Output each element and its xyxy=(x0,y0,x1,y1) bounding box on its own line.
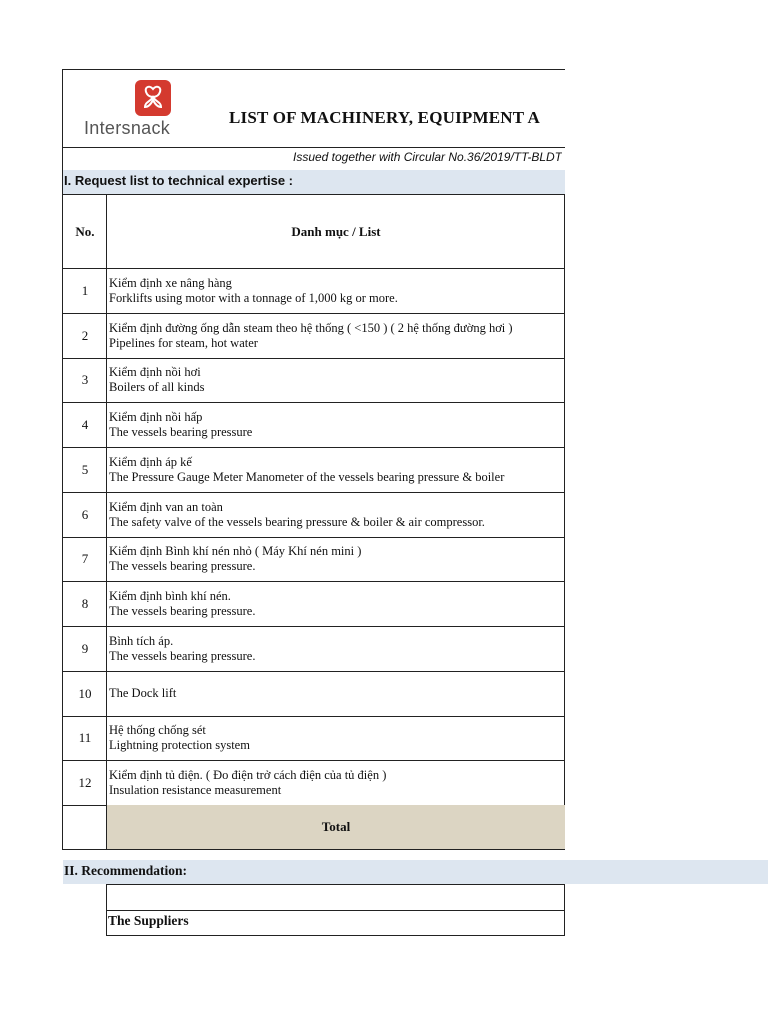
item-english: The vessels bearing pressure. xyxy=(109,559,256,573)
table-row xyxy=(109,626,565,671)
total-cell: Total xyxy=(107,805,565,849)
table-row xyxy=(109,581,565,626)
row-number: 1 xyxy=(81,282,89,298)
table-row xyxy=(109,313,565,358)
row-number: 4 xyxy=(81,416,89,432)
item-vietnamese: Kiểm định nồi hấp xyxy=(109,409,203,424)
section-recommendation-heading: II. Recommendation: xyxy=(63,860,768,884)
item-english: The safety valve of the vessels bearing pressure & boiler & air compressor. xyxy=(109,514,485,529)
table-row xyxy=(109,671,565,716)
logo-mark-icon xyxy=(135,80,171,116)
row-number: 3 xyxy=(81,372,89,387)
item-vietnamese: Kiểm định tủ điện. ( Đo điện trở cách điện của tủ điện ) xyxy=(109,767,387,782)
item-english: The vessels bearing pressure xyxy=(109,424,253,439)
table-row xyxy=(109,402,565,447)
row-number: 11 xyxy=(78,730,92,745)
table-row xyxy=(109,760,565,805)
table-row xyxy=(109,447,565,492)
row-number: 10 xyxy=(78,685,92,701)
row-number: 2 xyxy=(81,327,89,343)
item-vietnamese: Kiểm định nồi hơi xyxy=(109,365,201,379)
row-number: 9 xyxy=(81,640,89,656)
table-row xyxy=(109,716,565,760)
section-request-list-heading: I. Request list to technical expertise : xyxy=(63,170,565,194)
item-vietnamese: Kiểm định đường ống dẫn steam theo hệ thống ( <150 ) ( 2 hệ thống đường hơi ) xyxy=(109,320,513,335)
item-english: The vessels bearing pressure. xyxy=(109,648,256,663)
table-row xyxy=(109,492,565,537)
table-row xyxy=(109,537,565,581)
item-vietnamese: Bình tích áp. xyxy=(109,633,174,648)
table-row xyxy=(109,268,565,313)
circular-reference: Issued together with Circular No.36/2019/TT-BLDT xyxy=(292,150,562,164)
item-vietnamese: Kiểm định van an toàn xyxy=(109,499,223,514)
item-vietnamese: Kiểm định xe nâng hàng xyxy=(109,275,232,290)
item-vietnamese: The Dock lift xyxy=(109,686,177,700)
row-number: 5 xyxy=(81,461,89,477)
document-title: LIST OF MACHINERY, EQUIPMENT A xyxy=(229,108,540,127)
row-number: 7 xyxy=(81,551,89,566)
row-number: 8 xyxy=(81,595,89,611)
column-header-list: Danh mục / List xyxy=(291,223,381,239)
row-number: 12 xyxy=(78,774,92,790)
column-header-no: No. xyxy=(75,223,95,239)
item-english: Lightning protection system xyxy=(109,738,250,752)
table-row xyxy=(109,358,565,402)
item-vietnamese: Kiểm định bình khí nén. xyxy=(109,588,231,603)
item-english: Boilers of all kinds xyxy=(109,380,205,394)
item-english: The vessels bearing pressure. xyxy=(109,603,256,618)
item-english: Insulation resistance measurement xyxy=(109,782,282,797)
row-number: 6 xyxy=(81,506,89,522)
item-vietnamese: Kiểm định Bình khí nén nhỏ ( Máy Khí nén mini ) xyxy=(109,544,362,558)
item-english: The Pressure Gauge Meter Manometer of the vessels bearing pressure & boiler xyxy=(109,469,505,484)
item-english: Forklifts using motor with a tonnage of 1,000 kg or more. xyxy=(109,290,398,305)
suppliers-label: The Suppliers xyxy=(108,913,189,928)
logo-wordmark: Intersnack xyxy=(84,118,171,138)
item-vietnamese: Hệ thống chống sét xyxy=(109,723,206,737)
recommendation-box xyxy=(106,884,565,911)
item-english: Pipelines for steam, hot water xyxy=(109,335,258,350)
item-vietnamese: Kiểm định áp kế xyxy=(109,454,192,469)
